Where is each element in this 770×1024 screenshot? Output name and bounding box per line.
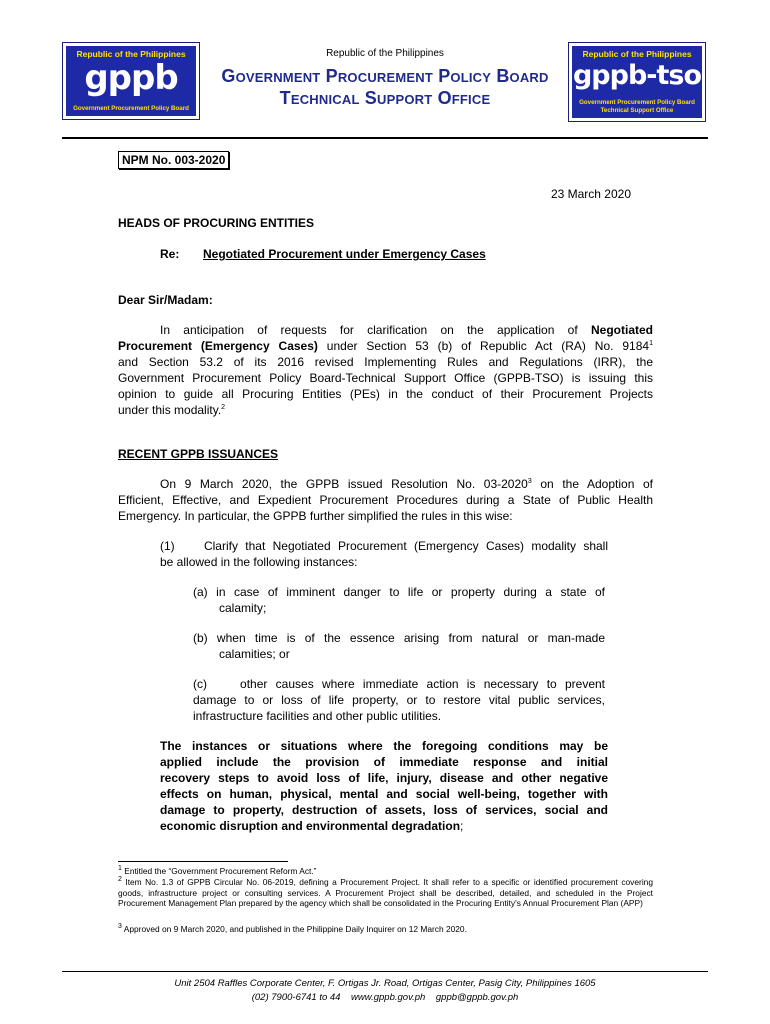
footnote-2-number: 2 bbox=[118, 876, 122, 884]
footnote-1-number: 1 bbox=[118, 865, 122, 873]
footnote-3-number: 3 bbox=[118, 923, 122, 931]
bold-para-line-6 bbox=[160, 818, 463, 834]
re-subject: Negotiated Procurement under Emergency Cases bbox=[203, 247, 486, 261]
footer-email[interactable]: gppb@gppb.gov.ph bbox=[435, 992, 519, 1003]
sub-item-c-line-1: (c) other causes where immediate action is necessary to prevent bbox=[193, 677, 605, 691]
header-rule bbox=[62, 137, 708, 139]
footer-phone: (02) 7900-6741 to 44 bbox=[251, 992, 341, 1003]
gppb-tso-logo-top-text: Republic of the Philippines bbox=[582, 49, 692, 59]
footnote-3 bbox=[118, 924, 653, 935]
gppb-tso-logo-bottom-line2: Technical Support Office bbox=[600, 107, 674, 114]
footnote-2-text: Item No. 1.3 of GPPB Circular No. 06-2019, defining a Procurement Project. It shall refer to a specific or identified procurement covering goods, infrastructure project or consulting services. A Procurement Project shall be described, detailed, and scheduled in the Project Procurement Management Plan prepared by the agency which shall be consolidated in the Procuring Entity's Annual Procurement Plan (APP) bbox=[118, 877, 653, 909]
paragraph-1-line-4: Government Procurement Policy Board-Technical Support Office (GPPB-TSO) is issuing this bbox=[118, 371, 653, 385]
paragraph-1-line-5: opinion to guide all Procuring Entities (PEs) in the conduct of their Procurement Projects bbox=[118, 387, 653, 401]
sub-item-b-line-1: (b) when time is of the essence arising from natural or man-made bbox=[193, 631, 605, 645]
bold-para-line-2: applied include the provision of immediate response and initial bbox=[160, 755, 608, 769]
header-title-line2: Technical Support Office bbox=[279, 88, 491, 108]
paragraph-1-line-1 bbox=[160, 322, 653, 338]
item-1-line-2: be allowed in the following instances: bbox=[160, 555, 358, 569]
memo-date: 23 March 2020 bbox=[550, 187, 631, 201]
gppb-logo-top-text: Republic of the Philippines bbox=[76, 49, 186, 59]
bold-para-line-1: The instances or situations where the foregoing conditions may be bbox=[160, 739, 608, 753]
p1-line1-text: In anticipation of requests for clarification on the application of bbox=[160, 323, 578, 337]
memo-addressee: HEADS OF PROCURING ENTITIES bbox=[118, 216, 315, 230]
bold-para-line-6-text: economic disruption and environmental degradation bbox=[160, 819, 461, 833]
paragraph-2-line-2: Efficient, Effective, and Expedient Procurement Procedures during a State of Public Health bbox=[118, 493, 653, 507]
header-republic: Republic of the Philippines bbox=[326, 48, 444, 59]
sub-item-a-line-2: calamity; bbox=[219, 601, 267, 615]
sub-item-b-line-2: calamities; or bbox=[219, 647, 290, 661]
header-title-line1: Government Procurement Policy Board bbox=[221, 66, 549, 86]
paragraph-1-line-3: and Section 53.2 of its 2016 revised Implementing Rules and Regulations (IRR), the bbox=[118, 355, 653, 369]
re-label: Re: bbox=[160, 247, 180, 261]
footnote-1-text: Entitled the “Government Procurement Reform Act.” bbox=[124, 866, 317, 876]
footer-website[interactable]: www.gppb.gov.ph bbox=[351, 992, 426, 1003]
paragraph-2-line-1 bbox=[160, 476, 653, 492]
section-heading: RECENT GPPB ISSUANCES bbox=[118, 447, 279, 461]
paragraph-1-line-6 bbox=[118, 402, 225, 418]
npm-number: NPM No. 003-2020 bbox=[118, 151, 229, 169]
p2-line1-tail: on the Adoption of bbox=[540, 477, 654, 491]
footnote-rule bbox=[118, 861, 288, 862]
footnote-ref-1: 1 bbox=[649, 340, 653, 347]
bold-para-line-4: effects on human, physical, mental and social well-being, together with bbox=[160, 787, 608, 801]
gppb-logo-bottom-text: Government Procurement Policy Board bbox=[73, 105, 189, 112]
footnote-3-text: Approved on 9 March 2020, and published in the Philippine Daily Inquirer on 12 March 2020. bbox=[123, 924, 467, 934]
item-1-line-1: (1) Clarify that Negotiated Procurement (Emergency Cases) modality shall bbox=[160, 539, 608, 553]
p1-line2-ra: under Section 53 (b) of Republic Act (RA) No. 9184 bbox=[326, 339, 650, 353]
footer-contact bbox=[0, 992, 770, 1003]
p1-line6-text: under this modality. bbox=[118, 403, 222, 417]
gppb-logo-mark: gppb bbox=[84, 58, 178, 98]
p2-line1-resolution: On 9 March 2020, the GPPB issued Resolution No. 03-2020 bbox=[160, 477, 528, 491]
p1-line2-text bbox=[327, 339, 653, 353]
sub-item-c-line-2: damage to or loss of life property, or to restore vital public services, bbox=[193, 693, 605, 707]
sub-item-c-line-3: infrastructure facilities and other public utilities. bbox=[193, 709, 442, 723]
paragraph-2-line-3: Emergency. In particular, the GPPB further simplified the rules in this wise: bbox=[118, 509, 513, 523]
footer-rule bbox=[62, 971, 708, 972]
footnote-ref-2: 2 bbox=[221, 404, 226, 411]
footnote-1 bbox=[118, 866, 653, 877]
gppb-tso-logo-mark: gppb-tso bbox=[572, 60, 702, 91]
bold-para-line-5: damage to property, destruction of assets, loss of services, social and bbox=[160, 803, 608, 817]
gppb-tso-logo-bottom-line1: Government Procurement Policy Board bbox=[579, 99, 695, 106]
p1-line2-bold: Procurement (Emergency Cases) bbox=[118, 339, 318, 353]
footnote-2 bbox=[118, 877, 653, 909]
bold-para-line-6-tail: ; bbox=[460, 819, 464, 833]
p2-line1-text bbox=[160, 477, 532, 491]
footnote-ref-3: 3 bbox=[527, 478, 532, 485]
salutation: Dear Sir/Madam: bbox=[118, 293, 213, 307]
footer-address: Unit 2504 Raffles Corporate Center, F. Ortigas Jr. Road, Ortigas Center, Pasig City, Philippines 1605 bbox=[174, 978, 596, 989]
paragraph-1-line-2 bbox=[118, 338, 653, 354]
bold-para-line-3: recovery steps to avoid loss of life, injury, disease and other negative bbox=[160, 771, 608, 785]
sub-item-a-line-1: (a) in case of imminent danger to life or property during a state of bbox=[193, 585, 605, 599]
p1-line1-bold: Negotiated bbox=[590, 323, 653, 337]
